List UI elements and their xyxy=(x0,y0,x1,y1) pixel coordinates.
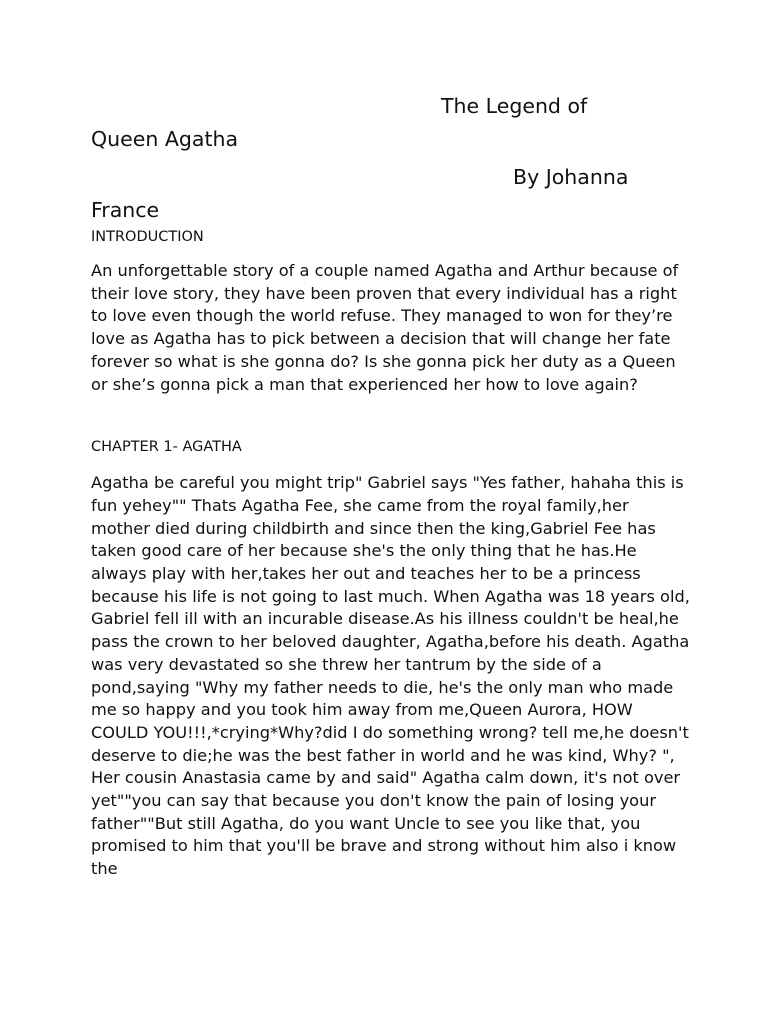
introduction-paragraph: An unforgettable story of a couple named Agatha and Arthur because of their love story, they have been proven that every individual has a right to love even though the world refuse. They managed to won for they’re love as Agatha has to pick between a decision that will change her fate forever so what is she gonna do? Is she gonna pick her duty as a Queen or she’s gonna pick a man that experienced her how to love again? xyxy=(91,261,679,394)
document-page xyxy=(91,90,691,881)
chapter-1-heading: CHAPTER 1- AGATHA xyxy=(91,439,242,456)
author-line-1: By Johanna xyxy=(513,165,629,189)
document-title-line-2: Queen Agatha xyxy=(91,127,239,151)
document-title-line-1: The Legend of xyxy=(441,94,588,118)
author-line-2: France xyxy=(91,198,160,222)
chapter-1-paragraph: Agatha be careful you might trip" Gabriel says "Yes father, hahaha this is fun yehey"" Thats Agatha Fee, she came from the royal family,her mother died during childbirth and since then the king,Gabriel Fee has taken good care of her because she's the only thing that he has.He always play with her,takes her out and teaches her to be a princess because his life is not going to last much. When Agatha was 18 years old, Gabriel fell ill with an incurable disease.As his illness couldn't be heal,he pass the crown to her beloved daughter, Agatha,before his death. Agatha was very devastated so she threw her tantrum by the side of a pond,saying "Why my father needs to die, he's the only man who made me so happy and you took him away from me,Queen Aurora, HOW COULD YOU!!!,*crying*Why?did I do something wrong? tell me,he doesn't deserve to die;he was the best father in world and he was kind, Why? ", Her cousin Anastasia came by and said" Agatha calm down, it's not over yet""you can say that because you don't know the pain of losing your father""But still Agatha, do you want Uncle to see you like that, you promised to him that you'll be brave and strong without him also i know the xyxy=(91,473,690,879)
introduction-heading: INTRODUCTION xyxy=(91,229,204,245)
